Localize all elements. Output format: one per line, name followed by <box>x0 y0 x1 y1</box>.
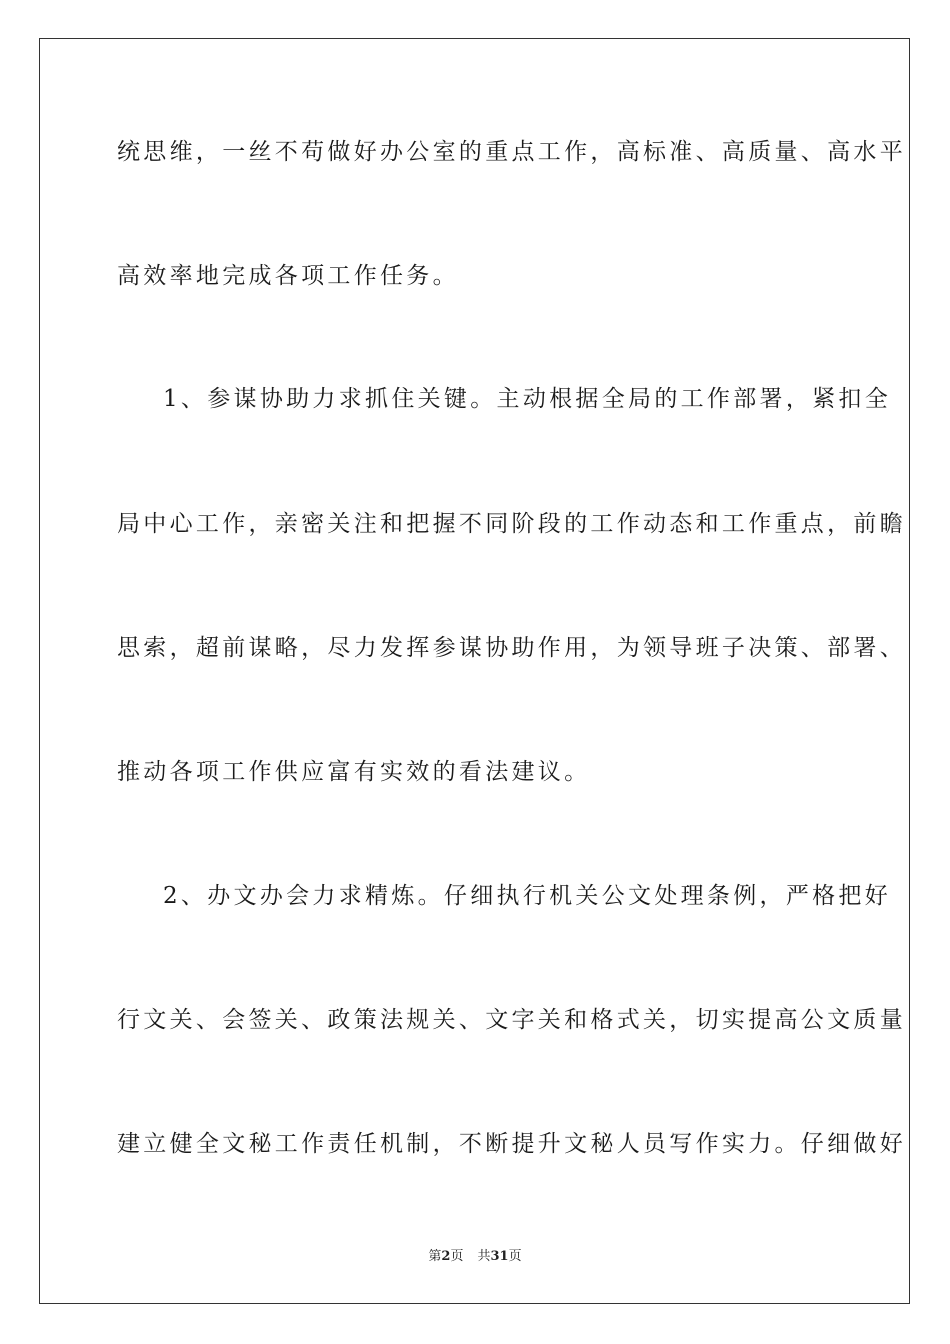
paragraph-2-first-line: 2、办文办会力求精炼。仔细执行机关公文处理条例，严格把好 <box>163 883 892 909</box>
total-suffix: 页 <box>508 1249 522 1264</box>
body-text-line: 高效率地完成各项工作任务。 <box>117 263 459 289</box>
total-prefix: 共 <box>477 1249 491 1264</box>
body-text-line: 建立健全文秘工作责任机制，不断提升文秘人员写作实力。仔细做好 <box>117 1131 906 1157</box>
page-suffix: 页 <box>450 1249 464 1264</box>
page-border <box>39 38 910 1304</box>
page-footer <box>0 1245 950 1264</box>
paragraph-1-first-line: 1、参谋协助力求抓住关键。主动根据全局的工作部署，紧扣全 <box>163 386 892 412</box>
total-pages: 31 <box>490 1249 509 1264</box>
body-text-line: 局中心工作，亲密关注和把握不同阶段的工作动态和工作重点，前瞻 <box>117 511 906 537</box>
page-prefix: 第 <box>428 1249 442 1264</box>
body-text-line: 统思维，一丝不苟做好办公室的重点工作，高标准、高质量、高水平 <box>117 139 906 165</box>
body-text-line: 思索，超前谋略，尽力发挥参谋协助作用，为领导班子决策、部署、 <box>117 635 906 661</box>
body-text-line: 行文关、会签关、政策法规关、文字关和格式关，切实提高公文质量 <box>117 1007 906 1033</box>
body-text-line: 推动各项工作供应富有实效的看法建议。 <box>117 759 591 785</box>
page-number: 2 <box>441 1249 451 1264</box>
